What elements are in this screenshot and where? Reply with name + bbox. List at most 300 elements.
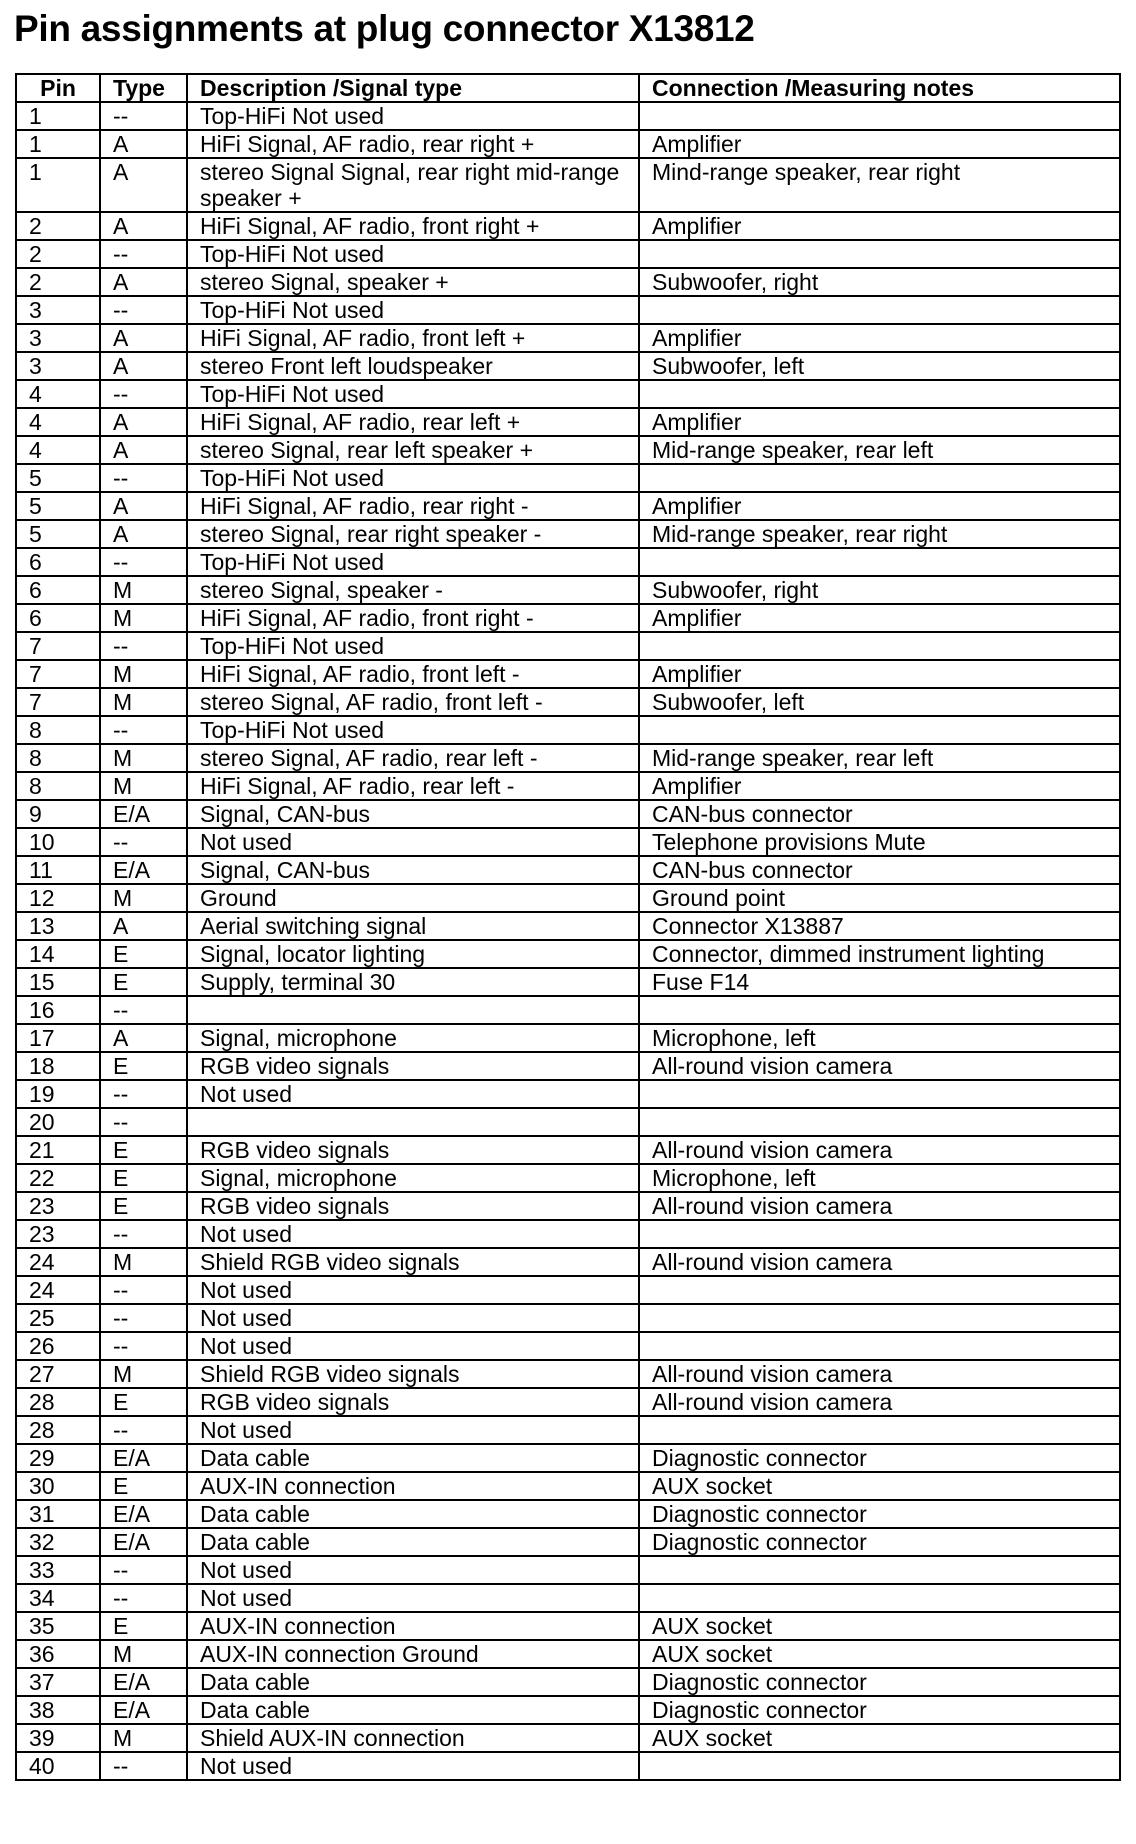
type-cell: -- bbox=[100, 380, 187, 408]
type-cell: -- bbox=[100, 296, 187, 324]
type-cell: A bbox=[100, 352, 187, 380]
description-cell: Signal, microphone bbox=[187, 1024, 639, 1052]
pin-cell: 36 bbox=[16, 1640, 100, 1668]
pin-cell: 28 bbox=[16, 1416, 100, 1444]
pin-cell: 4 bbox=[16, 408, 100, 436]
type-cell: -- bbox=[100, 1332, 187, 1360]
type-cell: A bbox=[100, 912, 187, 940]
connection-cell: Microphone, left bbox=[639, 1024, 1120, 1052]
table-row bbox=[16, 324, 1120, 352]
connection-cell bbox=[639, 380, 1120, 408]
description-cell: Not used bbox=[187, 1332, 639, 1360]
connection-cell: All-round vision camera bbox=[639, 1136, 1120, 1164]
pin-cell: 2 bbox=[16, 240, 100, 268]
table-header-row bbox=[16, 74, 1120, 102]
description-cell: RGB video signals bbox=[187, 1136, 639, 1164]
type-cell: E bbox=[100, 1388, 187, 1416]
description-cell: AUX-IN connection Ground bbox=[187, 1640, 639, 1668]
connection-cell: Telephone provisions Mute bbox=[639, 828, 1120, 856]
pin-cell: 6 bbox=[16, 576, 100, 604]
type-cell: E/A bbox=[100, 1668, 187, 1696]
table-row bbox=[16, 352, 1120, 380]
type-cell: E bbox=[100, 968, 187, 996]
connection-cell: All-round vision camera bbox=[639, 1052, 1120, 1080]
header-description: Description /Signal type bbox=[187, 74, 639, 102]
type-cell: -- bbox=[100, 102, 187, 130]
table-row bbox=[16, 436, 1120, 464]
type-cell: -- bbox=[100, 1584, 187, 1612]
table-row bbox=[16, 604, 1120, 632]
connection-cell: AUX socket bbox=[639, 1640, 1120, 1668]
type-cell: A bbox=[100, 268, 187, 296]
table-row bbox=[16, 240, 1120, 268]
pin-cell: 7 bbox=[16, 660, 100, 688]
pin-cell: 27 bbox=[16, 1360, 100, 1388]
description-cell bbox=[187, 1108, 639, 1136]
description-cell: Not used bbox=[187, 828, 639, 856]
type-cell: E bbox=[100, 1052, 187, 1080]
type-cell: M bbox=[100, 1248, 187, 1276]
table-row bbox=[16, 828, 1120, 856]
pin-cell: 5 bbox=[16, 520, 100, 548]
table-row bbox=[16, 660, 1120, 688]
connection-cell bbox=[639, 1416, 1120, 1444]
table-row bbox=[16, 464, 1120, 492]
pin-cell: 2 bbox=[16, 268, 100, 296]
connection-cell: Diagnostic connector bbox=[639, 1668, 1120, 1696]
table-row bbox=[16, 1584, 1120, 1612]
description-cell: stereo Front left loudspeaker bbox=[187, 352, 639, 380]
connection-cell: Mid-range speaker, rear left bbox=[639, 744, 1120, 772]
description-cell: Top-HiFi Not used bbox=[187, 102, 639, 130]
pin-cell: 1 bbox=[16, 158, 100, 212]
type-cell: A bbox=[100, 158, 187, 212]
table-row bbox=[16, 1248, 1120, 1276]
type-cell: -- bbox=[100, 828, 187, 856]
table-row bbox=[16, 1640, 1120, 1668]
type-cell: A bbox=[100, 130, 187, 158]
type-cell: -- bbox=[100, 1416, 187, 1444]
connection-cell: Ground point bbox=[639, 884, 1120, 912]
pin-cell: 30 bbox=[16, 1472, 100, 1500]
connection-cell bbox=[639, 464, 1120, 492]
type-cell: E bbox=[100, 1612, 187, 1640]
connection-cell: Mind-range speaker, rear right bbox=[639, 158, 1120, 212]
pin-cell: 37 bbox=[16, 1668, 100, 1696]
description-cell: Not used bbox=[187, 1416, 639, 1444]
description-cell: Ground bbox=[187, 884, 639, 912]
pin-cell: 10 bbox=[16, 828, 100, 856]
pin-cell: 12 bbox=[16, 884, 100, 912]
description-cell: Not used bbox=[187, 1304, 639, 1332]
table-row bbox=[16, 1360, 1120, 1388]
table-row bbox=[16, 1500, 1120, 1528]
pin-cell: 3 bbox=[16, 324, 100, 352]
table-row bbox=[16, 688, 1120, 716]
connection-cell: Connector, dimmed instrument lighting bbox=[639, 940, 1120, 968]
description-cell: RGB video signals bbox=[187, 1052, 639, 1080]
table-row bbox=[16, 380, 1120, 408]
type-cell: E/A bbox=[100, 800, 187, 828]
table-row bbox=[16, 1192, 1120, 1220]
description-cell: AUX-IN connection bbox=[187, 1472, 639, 1500]
table-row bbox=[16, 268, 1120, 296]
connection-cell: Subwoofer, right bbox=[639, 268, 1120, 296]
type-cell: -- bbox=[100, 632, 187, 660]
table-row bbox=[16, 158, 1120, 212]
description-cell: Data cable bbox=[187, 1528, 639, 1556]
type-cell: E bbox=[100, 1136, 187, 1164]
connection-cell: All-round vision camera bbox=[639, 1248, 1120, 1276]
description-cell: Not used bbox=[187, 1080, 639, 1108]
table-row bbox=[16, 408, 1120, 436]
type-cell: -- bbox=[100, 1752, 187, 1780]
connection-cell: Amplifier bbox=[639, 130, 1120, 158]
connection-cell: AUX socket bbox=[639, 1472, 1120, 1500]
type-cell: A bbox=[100, 492, 187, 520]
header-connection: Connection /Measuring notes bbox=[639, 74, 1120, 102]
type-cell: -- bbox=[100, 996, 187, 1024]
type-cell: M bbox=[100, 1640, 187, 1668]
pin-cell: 23 bbox=[16, 1220, 100, 1248]
type-cell: -- bbox=[100, 1276, 187, 1304]
description-cell: HiFi Signal, AF radio, front right + bbox=[187, 212, 639, 240]
type-cell: A bbox=[100, 408, 187, 436]
connection-cell bbox=[639, 1304, 1120, 1332]
pin-cell: 7 bbox=[16, 632, 100, 660]
connection-cell bbox=[639, 1108, 1120, 1136]
type-cell: -- bbox=[100, 716, 187, 744]
description-cell: Not used bbox=[187, 1752, 639, 1780]
pin-cell: 32 bbox=[16, 1528, 100, 1556]
table-row bbox=[16, 996, 1120, 1024]
type-cell: E/A bbox=[100, 1528, 187, 1556]
table-row bbox=[16, 520, 1120, 548]
table-row bbox=[16, 1556, 1120, 1584]
connection-cell bbox=[639, 1752, 1120, 1780]
pin-cell: 16 bbox=[16, 996, 100, 1024]
connection-cell bbox=[639, 102, 1120, 130]
type-cell: -- bbox=[100, 1220, 187, 1248]
pin-cell: 34 bbox=[16, 1584, 100, 1612]
table-row bbox=[16, 1612, 1120, 1640]
pin-cell: 25 bbox=[16, 1304, 100, 1332]
type-cell: -- bbox=[100, 1556, 187, 1584]
type-cell: E/A bbox=[100, 1500, 187, 1528]
table-row bbox=[16, 576, 1120, 604]
pin-cell: 5 bbox=[16, 464, 100, 492]
type-cell: E/A bbox=[100, 856, 187, 884]
type-cell: M bbox=[100, 1360, 187, 1388]
pin-cell: 29 bbox=[16, 1444, 100, 1472]
connection-cell bbox=[639, 996, 1120, 1024]
table-row bbox=[16, 1052, 1120, 1080]
type-cell: -- bbox=[100, 1108, 187, 1136]
connection-cell: Diagnostic connector bbox=[639, 1528, 1120, 1556]
connection-cell: Amplifier bbox=[639, 408, 1120, 436]
table-row bbox=[16, 1444, 1120, 1472]
description-cell: Not used bbox=[187, 1584, 639, 1612]
description-cell: stereo Signal Signal, rear right mid-range speaker + bbox=[187, 158, 639, 212]
table-row bbox=[16, 492, 1120, 520]
connection-cell bbox=[639, 1584, 1120, 1612]
connection-cell: All-round vision camera bbox=[639, 1388, 1120, 1416]
pin-cell: 19 bbox=[16, 1080, 100, 1108]
pin-cell: 26 bbox=[16, 1332, 100, 1360]
pin-cell: 39 bbox=[16, 1724, 100, 1752]
pin-cell: 8 bbox=[16, 716, 100, 744]
table-row bbox=[16, 1752, 1120, 1780]
description-cell: Top-HiFi Not used bbox=[187, 464, 639, 492]
table-row bbox=[16, 940, 1120, 968]
type-cell: E bbox=[100, 1192, 187, 1220]
description-cell: stereo Signal, AF radio, rear left - bbox=[187, 744, 639, 772]
pin-cell: 5 bbox=[16, 492, 100, 520]
description-cell bbox=[187, 996, 639, 1024]
pin-cell: 35 bbox=[16, 1612, 100, 1640]
connection-cell: All-round vision camera bbox=[639, 1360, 1120, 1388]
connection-cell bbox=[639, 296, 1120, 324]
table-row bbox=[16, 632, 1120, 660]
connection-cell: AUX socket bbox=[639, 1612, 1120, 1640]
connection-cell: Amplifier bbox=[639, 324, 1120, 352]
description-cell: Top-HiFi Not used bbox=[187, 380, 639, 408]
connection-cell bbox=[639, 548, 1120, 576]
connection-cell bbox=[639, 240, 1120, 268]
description-cell: Not used bbox=[187, 1276, 639, 1304]
table-row bbox=[16, 1136, 1120, 1164]
type-cell: E bbox=[100, 1164, 187, 1192]
type-cell: -- bbox=[100, 1080, 187, 1108]
connection-cell: Diagnostic connector bbox=[639, 1444, 1120, 1472]
pin-cell: 4 bbox=[16, 436, 100, 464]
pin-cell: 11 bbox=[16, 856, 100, 884]
type-cell: A bbox=[100, 520, 187, 548]
description-cell: HiFi Signal, AF radio, rear left - bbox=[187, 772, 639, 800]
pin-cell: 6 bbox=[16, 548, 100, 576]
pin-cell: 8 bbox=[16, 772, 100, 800]
pin-cell: 23 bbox=[16, 1192, 100, 1220]
page-title: Pin assignments at plug connector X13812 bbox=[14, 8, 755, 49]
table-row bbox=[16, 548, 1120, 576]
table-row bbox=[16, 1024, 1120, 1052]
type-cell: E bbox=[100, 1472, 187, 1500]
pin-cell: 6 bbox=[16, 604, 100, 632]
table-row bbox=[16, 212, 1120, 240]
connection-cell: Amplifier bbox=[639, 660, 1120, 688]
pin-cell: 3 bbox=[16, 296, 100, 324]
connection-cell: Mid-range speaker, rear left bbox=[639, 436, 1120, 464]
type-cell: M bbox=[100, 1724, 187, 1752]
description-cell: Not used bbox=[187, 1556, 639, 1584]
connection-cell: CAN-bus connector bbox=[639, 800, 1120, 828]
description-cell: Signal, microphone bbox=[187, 1164, 639, 1192]
description-cell: Shield AUX-IN connection bbox=[187, 1724, 639, 1752]
description-cell: stereo Signal, speaker + bbox=[187, 268, 639, 296]
description-cell: Data cable bbox=[187, 1696, 639, 1724]
connection-cell: Subwoofer, right bbox=[639, 576, 1120, 604]
pin-cell: 7 bbox=[16, 688, 100, 716]
pin-cell: 24 bbox=[16, 1276, 100, 1304]
table-body bbox=[16, 102, 1120, 1780]
pin-cell: 18 bbox=[16, 1052, 100, 1080]
connection-cell: CAN-bus connector bbox=[639, 856, 1120, 884]
type-cell: M bbox=[100, 604, 187, 632]
pin-cell: 21 bbox=[16, 1136, 100, 1164]
table-row bbox=[16, 1276, 1120, 1304]
connection-cell: Subwoofer, left bbox=[639, 688, 1120, 716]
description-cell: stereo Signal, rear right speaker - bbox=[187, 520, 639, 548]
connection-cell: Microphone, left bbox=[639, 1164, 1120, 1192]
description-cell: Top-HiFi Not used bbox=[187, 296, 639, 324]
description-cell: stereo Signal, AF radio, front left - bbox=[187, 688, 639, 716]
description-cell: HiFi Signal, AF radio, front left - bbox=[187, 660, 639, 688]
connection-cell bbox=[639, 632, 1120, 660]
connection-cell: Connector X13887 bbox=[639, 912, 1120, 940]
description-cell: RGB video signals bbox=[187, 1388, 639, 1416]
pin-cell: 38 bbox=[16, 1696, 100, 1724]
connection-cell bbox=[639, 1080, 1120, 1108]
connection-cell: Amplifier bbox=[639, 212, 1120, 240]
type-cell: M bbox=[100, 576, 187, 604]
connection-cell: AUX socket bbox=[639, 1724, 1120, 1752]
connection-cell bbox=[639, 1556, 1120, 1584]
type-cell: -- bbox=[100, 240, 187, 268]
table-row bbox=[16, 1528, 1120, 1556]
description-cell: stereo Signal, rear left speaker + bbox=[187, 436, 639, 464]
pin-cell: 40 bbox=[16, 1752, 100, 1780]
pin-cell: 14 bbox=[16, 940, 100, 968]
description-cell: Data cable bbox=[187, 1500, 639, 1528]
table-row bbox=[16, 1472, 1120, 1500]
pin-cell: 1 bbox=[16, 102, 100, 130]
description-cell: Shield RGB video signals bbox=[187, 1360, 639, 1388]
table-row bbox=[16, 912, 1120, 940]
pin-cell: 1 bbox=[16, 130, 100, 158]
connection-cell bbox=[639, 1332, 1120, 1360]
connection-cell bbox=[639, 1276, 1120, 1304]
type-cell: A bbox=[100, 212, 187, 240]
table-row bbox=[16, 772, 1120, 800]
pin-cell: 13 bbox=[16, 912, 100, 940]
description-cell: Shield RGB video signals bbox=[187, 1248, 639, 1276]
description-cell: Top-HiFi Not used bbox=[187, 240, 639, 268]
description-cell: HiFi Signal, AF radio, rear left + bbox=[187, 408, 639, 436]
type-cell: E/A bbox=[100, 1444, 187, 1472]
description-cell: Top-HiFi Not used bbox=[187, 632, 639, 660]
header-type: Type bbox=[100, 74, 187, 102]
description-cell: Top-HiFi Not used bbox=[187, 548, 639, 576]
pin-cell: 4 bbox=[16, 380, 100, 408]
connection-cell: Amplifier bbox=[639, 604, 1120, 632]
type-cell: -- bbox=[100, 464, 187, 492]
table-row bbox=[16, 1696, 1120, 1724]
type-cell: M bbox=[100, 688, 187, 716]
table-row bbox=[16, 968, 1120, 996]
pin-cell: 20 bbox=[16, 1108, 100, 1136]
description-cell: Supply, terminal 30 bbox=[187, 968, 639, 996]
description-cell: Aerial switching signal bbox=[187, 912, 639, 940]
table-row bbox=[16, 102, 1120, 130]
table-row bbox=[16, 1304, 1120, 1332]
table-row bbox=[16, 1108, 1120, 1136]
pin-cell: 15 bbox=[16, 968, 100, 996]
type-cell: A bbox=[100, 436, 187, 464]
table-row bbox=[16, 716, 1120, 744]
table-row bbox=[16, 1332, 1120, 1360]
connection-cell: Diagnostic connector bbox=[639, 1500, 1120, 1528]
pin-cell: 17 bbox=[16, 1024, 100, 1052]
pin-assignment-table bbox=[15, 73, 1121, 1781]
table-row bbox=[16, 1080, 1120, 1108]
type-cell: -- bbox=[100, 1304, 187, 1332]
connection-cell bbox=[639, 716, 1120, 744]
description-cell: AUX-IN connection bbox=[187, 1612, 639, 1640]
type-cell: -- bbox=[100, 548, 187, 576]
connection-cell: Diagnostic connector bbox=[639, 1696, 1120, 1724]
pin-cell: 22 bbox=[16, 1164, 100, 1192]
description-cell: Signal, CAN-bus bbox=[187, 800, 639, 828]
table-row bbox=[16, 800, 1120, 828]
description-cell: Data cable bbox=[187, 1444, 639, 1472]
connection-cell: Mid-range speaker, rear right bbox=[639, 520, 1120, 548]
type-cell: M bbox=[100, 744, 187, 772]
header-pin: Pin bbox=[16, 74, 100, 102]
type-cell: E bbox=[100, 940, 187, 968]
pin-cell: 24 bbox=[16, 1248, 100, 1276]
description-cell: HiFi Signal, AF radio, front right - bbox=[187, 604, 639, 632]
connection-cell bbox=[639, 1220, 1120, 1248]
type-cell: M bbox=[100, 772, 187, 800]
connection-cell: Amplifier bbox=[639, 772, 1120, 800]
description-cell: HiFi Signal, AF radio, rear right - bbox=[187, 492, 639, 520]
description-cell: Not used bbox=[187, 1220, 639, 1248]
description-cell: stereo Signal, speaker - bbox=[187, 576, 639, 604]
description-cell: HiFi Signal, AF radio, rear right + bbox=[187, 130, 639, 158]
table-row bbox=[16, 856, 1120, 884]
connection-cell: All-round vision camera bbox=[639, 1192, 1120, 1220]
description-cell: RGB video signals bbox=[187, 1192, 639, 1220]
table-row bbox=[16, 296, 1120, 324]
connection-cell: Amplifier bbox=[639, 492, 1120, 520]
table-row bbox=[16, 884, 1120, 912]
description-cell: Top-HiFi Not used bbox=[187, 716, 639, 744]
pin-cell: 3 bbox=[16, 352, 100, 380]
table-row bbox=[16, 1724, 1120, 1752]
description-cell: Data cable bbox=[187, 1668, 639, 1696]
type-cell: A bbox=[100, 1024, 187, 1052]
pin-cell: 2 bbox=[16, 212, 100, 240]
connection-cell: Fuse F14 bbox=[639, 968, 1120, 996]
pin-cell: 8 bbox=[16, 744, 100, 772]
table-row bbox=[16, 1668, 1120, 1696]
description-cell: HiFi Signal, AF radio, front left + bbox=[187, 324, 639, 352]
pin-cell: 33 bbox=[16, 1556, 100, 1584]
pin-cell: 28 bbox=[16, 1388, 100, 1416]
table-row bbox=[16, 1164, 1120, 1192]
pin-cell: 31 bbox=[16, 1500, 100, 1528]
table-row bbox=[16, 744, 1120, 772]
pin-cell: 9 bbox=[16, 800, 100, 828]
type-cell: A bbox=[100, 324, 187, 352]
table-row bbox=[16, 1416, 1120, 1444]
table-row bbox=[16, 1388, 1120, 1416]
description-cell: Signal, CAN-bus bbox=[187, 856, 639, 884]
type-cell: M bbox=[100, 884, 187, 912]
table-row bbox=[16, 1220, 1120, 1248]
description-cell: Signal, locator lighting bbox=[187, 940, 639, 968]
type-cell: E/A bbox=[100, 1696, 187, 1724]
